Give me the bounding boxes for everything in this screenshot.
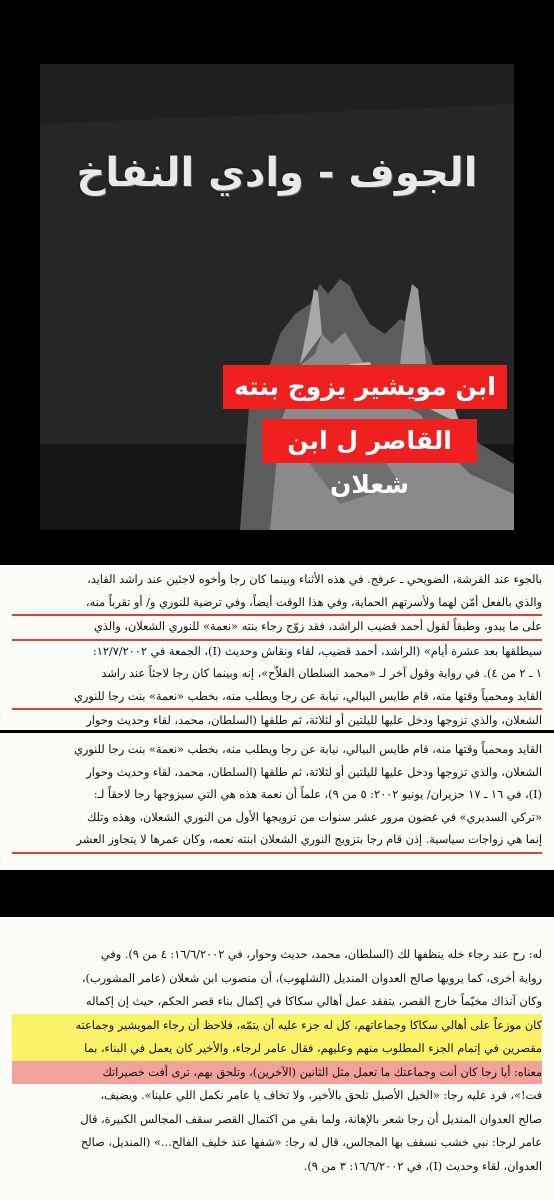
excerpt-line-underlined: القايد ومحمياً وقتها منه، قام طايس البيالي، نيابة عن رجا ويطلب منه، بخطب «نعمة» بنت رجا للنوري	[12, 686, 542, 711]
excerpt-line: فت!»، فرد عليه رجا: «الخيل الأصيل تلحق بالأخير، ولا تخاف يا عامر نكمل اللي علينا». ويضيف،	[100, 1089, 542, 1102]
book-excerpt-3	[0, 917, 554, 1200]
excerpt-line-underlined: والذي بالفعل أمّن لهما ولأسرتهم الحماية، وفي هذا الوقت أيضاً، وفي ترضية للنوري و/ أو تقرباً منه،	[12, 592, 542, 617]
excerpt-line: الشعلان، والذي تزوجها ودخل عليها لليلتين أو لثلاثة، ثم طلقها (السلطان، محمد، لقاء وحديث وحوار	[86, 765, 542, 779]
excerpt-line: عامر لرجا: نبي خشب نسقف بها المجالس، قال له رجا: «شفها عند خليف الفالح...» (المنديل، صالح	[80, 1136, 542, 1149]
excerpt-line: رواية أخرى، كما يرويها صالح العدوان المنديل (الشلهوب)، أن منصوب ابن شعلان (عامر المشورب)،	[81, 971, 542, 985]
excerpt-line-highlighted-red: معناه: أيا رجا كان أنت وجماعتك ما تعمل مثل الثانين (الآخرين)، وتلحق بهم، ترى أفت خصيراتك	[12, 1061, 542, 1085]
cover-title: الجوف - وادي النفاخ	[76, 150, 478, 196]
excerpt-line-highlighted: مقصرين في إتمام الجزء المطلوب منهم وعليهم، فقال عامر لرجاء، والأخير كان يعمل في البناء، بما	[12, 1037, 542, 1061]
book-excerpt-1	[0, 565, 554, 730]
book-excerpt-2	[0, 733, 554, 870]
excerpt-line: «تركي السديري» في غضون مرور عشر سنوات من تزويجها الأول من النوري الشعلان، وهذه وتلك	[87, 810, 542, 824]
excerpt-line: وكان آنذاك مخيّماً خارج القصر، يتفقد عمل أهالي سكاكا في إكمال بناء قصر الحكم، حيث إن إكماله	[85, 995, 542, 1008]
excerpt-line: الشعلان، والذي تزوجها ودخل عليها لليلتين أو لثلاثة، ثم طلقها (السلطان، محمد، لقاء وحديث وحوار	[86, 714, 542, 727]
excerpt-line: العدوان، لقاء وحديث (I)، في ١٦/٦/٢٠٠٢: ٣ من ٩).	[303, 1159, 542, 1173]
excerpt-line: (I)، في ١٦ ـ ١٧ حزيران/ يونيو ٢٠٠٢: ٥ من ٩)، علماً أن نعمة هذه هي التي سيزوجها رجا لاحقاً لـ:	[93, 788, 542, 801]
excerpt-line: له: رح عند رجاء خله ينظفها لك (السلطان، محمد، حديث وحوار، في ١٦/٦/٢٠٠٢: ٤ من ٩). وفي	[100, 948, 542, 961]
excerpt-line: بالجوء عند القرشة، الضويحي ـ عرفج. في هذه الأثناء وبينما كان رجا وأخوه لاجئين عند راشد القايد،	[87, 573, 542, 586]
excerpt-line-highlighted: كان موزعاً على أهالي سكاكا وجماعاتهم، كل له جزء عليه أن يتمّه، فلاحظ أن رجاء المويشير وجماعته	[12, 1014, 542, 1038]
excerpt-line: صالح العدوان المنديل أن رجا شعر بالإهانة، ولما بقي من اكتمال القصر سقف المجالس الكبيرة، قال	[80, 1112, 542, 1126]
caption-label-line2: القاصر ل ابن شعلان	[262, 419, 477, 463]
excerpt-line-underlined: على ما يبدو، وطبقاً لقول أحمد قضيب الراشد، فقد زوّج رجاء بنته «نعمة» للنوري الشعلان، والذي	[12, 616, 542, 641]
excerpt-line-underlined: إنما هي زواجات سياسية. إذن قام رجا بتزويج النوري الشعلان ابنته نعمه، وكان عمرها لا يتجاوز العشر	[12, 829, 542, 854]
excerpt-line: ١ ـ ٢ من ٤). في رواية وقول آخر لـ «محمد السلطان الفلاّح»، إنه وبينما كان رجا لاجئاً عند راشد	[101, 667, 542, 680]
excerpt-line: سيطلقها بعد عشرة أيام» (الراشد، أحمد قضيب، لقاء ونقاش وحديث (I)، الجمعة في ١٢/٧/٢٠٠٢:	[92, 644, 542, 658]
excerpt-line: القايد ومحمياً وقتها منه، قام طايس البيالي، نيابة عن رجا ويطلب منه، بخطب «نعمة» بنت رجا للنوري	[73, 743, 542, 756]
caption-label-line1: ابن مويشير يزوج بنته	[223, 365, 507, 409]
